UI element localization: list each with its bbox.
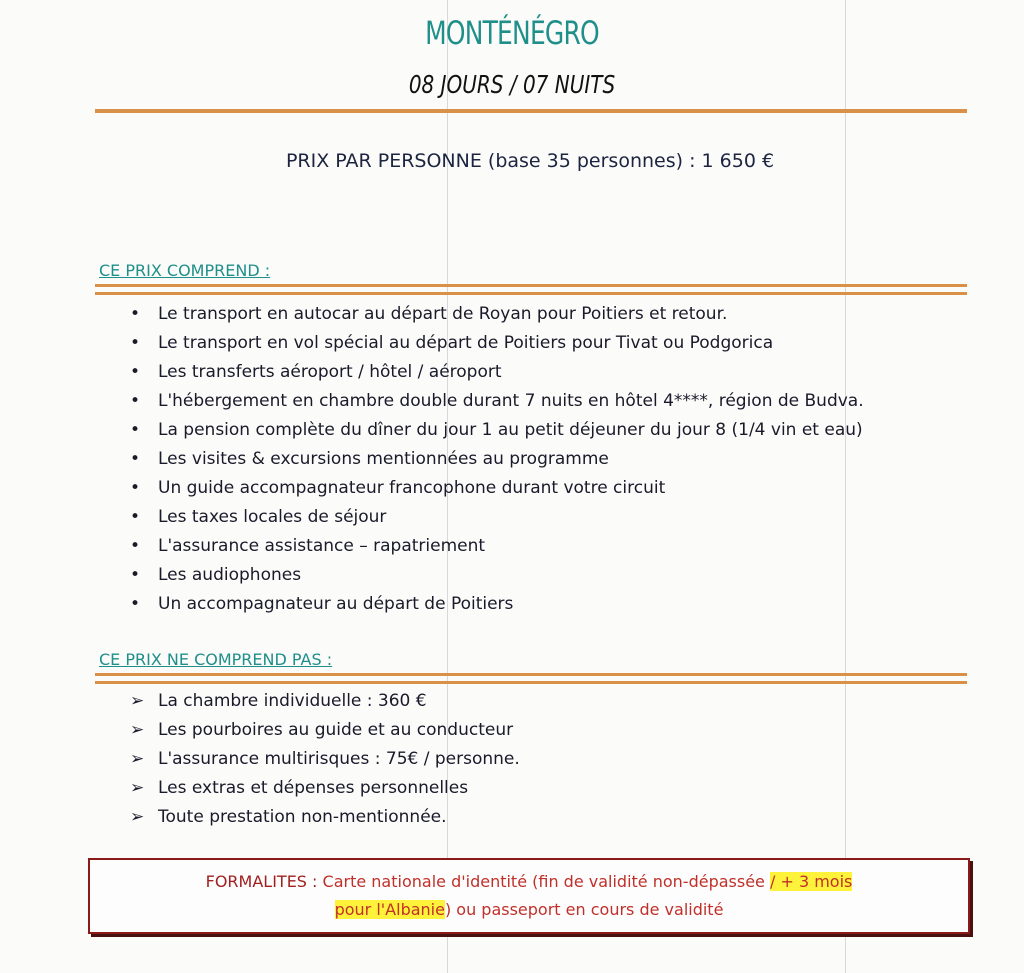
divider [95,109,967,113]
page-title: MONTÉNÉGRO [425,14,599,52]
excluded-list [130,687,520,832]
list-item-text: Les visites & excursions mentionnées au programme [158,449,609,469]
arrow-bullet-icon: ➢ [130,691,145,711]
list-item-text: Les audiophones [158,565,302,585]
arrow-bullet-icon: ➢ [130,720,145,740]
excluded-heading: CE PRIX NE COMPREND PAS : [99,650,333,669]
list-item-text: Toute prestation non-mentionnée. [158,807,447,827]
list-item [130,387,864,416]
list-item-text: Les taxes locales de séjour [158,507,387,527]
list-item-text: Un guide accompagnateur francophone durant votre circuit [158,478,666,498]
divider [95,284,967,287]
list-item [130,300,864,329]
list-item-text: Un accompagnateur au départ de Poitiers [158,594,514,614]
bullet-icon: • [130,478,141,498]
list-item-text: L'assurance assistance – rapatriement [158,536,486,556]
list-item-text: Le transport en autocar au départ de Royan pour Poitiers et retour. [158,304,728,324]
divider [95,292,967,295]
arrow-bullet-icon: ➢ [130,749,145,769]
list-item [130,561,864,590]
bullet-icon: • [130,333,141,353]
included-heading: CE PRIX COMPREND : [99,261,271,280]
price-line: PRIX PAR PERSONNE (base 35 personnes) : 1 650 € [285,150,775,172]
list-item [130,329,864,358]
list-item [130,803,520,832]
bullet-icon: • [130,449,141,469]
bullet-icon: • [130,304,141,324]
divider [95,673,967,676]
list-item [130,358,864,387]
list-item-text: L'hébergement en chambre double durant 7 nuits en hôtel 4****, région de Budva. [158,391,864,411]
list-item [130,532,864,561]
bullet-icon: • [130,536,141,556]
bullet-icon: • [130,565,141,585]
bullet-icon: • [130,391,141,411]
list-item [130,745,520,774]
list-item-text: L'assurance multirisques : 75€ / personne. [158,749,520,769]
list-item [130,774,520,803]
list-item-text: Les extras et dépenses personnelles [158,778,469,798]
arrow-bullet-icon: ➢ [130,807,145,827]
list-item [130,687,520,716]
bullet-icon: • [130,594,141,614]
list-item-text: La pension complète du dîner du jour 1 au petit déjeuner du jour 8 (1/4 vin et eau) [158,420,863,440]
formalites-text: ) ou passeport en cours de validité [444,900,724,919]
bullet-icon: • [130,507,141,527]
formalites-box [88,858,970,934]
bullet-icon: • [130,420,141,440]
list-item [130,445,864,474]
included-list [130,300,864,619]
list-item-text: Les pourboires au guide et au conducteur [158,720,514,740]
page-subtitle: 08 JOURS / 07 NUITS [408,70,616,99]
list-item [130,590,864,619]
bullet-icon: • [130,362,141,382]
divider [95,681,967,684]
list-item [130,503,864,532]
list-item-text: Les transferts aéroport / hôtel / aéroport [158,362,502,382]
list-item-text: Le transport en vol spécial au départ de Poitiers pour Tivat ou Podgorica [158,333,774,353]
list-item-text: La chambre individuelle : 360 € [158,691,427,711]
list-item [130,716,520,745]
formalites-text: Carte nationale d'identité (fin de validité non-dépassée [322,872,765,891]
arrow-bullet-icon: ➢ [130,778,145,798]
list-item [130,474,864,503]
list-item [130,416,864,445]
formalites-highlight: / + 3 mois [769,872,853,891]
formalites-highlight: pour l'Albanie [334,900,445,919]
formalites-label: FORMALITES : [205,872,318,891]
